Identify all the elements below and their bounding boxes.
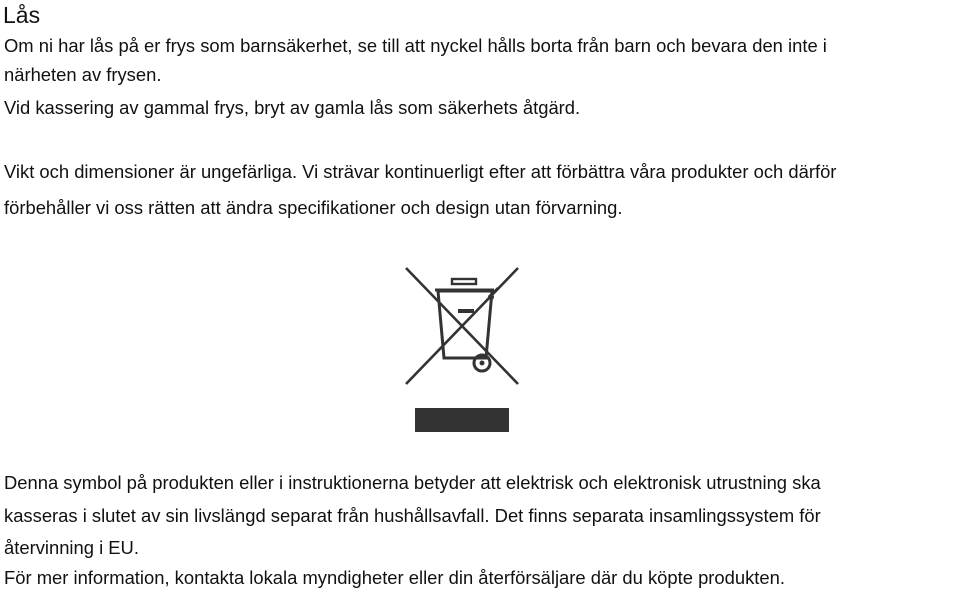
recycling-text-line-1: Denna symbol på produkten eller i instruktionerna betyder att elektrisk och elektronisk utrustning ska — [4, 472, 821, 493]
lock-text-line-1: Om ni har lås på er frys som barnsäkerhet, se till att nyckel hålls borta från barn och bevara den inte i — [4, 35, 827, 56]
section-heading: Lås — [3, 2, 41, 28]
crossed-out-wheeled-bin-icon — [402, 266, 522, 436]
disclaimer-line-1: Vikt och dimensioner är ungefärliga. Vi strävar kontinuerligt efter att förbättra våra produkter och därför — [4, 161, 837, 182]
lock-text-line-3: Vid kassering av gammal frys, bryt av gamla lås som säkerhets åtgärd. — [4, 97, 581, 118]
recycling-text-line-3: återvinning i EU. — [4, 537, 139, 558]
disclaimer-line-2: förbehåller vi oss rätten att ändra specifikationer och design utan förvarning. — [4, 197, 623, 218]
recycling-text-line-2: kasseras i slutet av sin livslängd separat från hushållsavfall. Det finns separata insamlingssystem för — [4, 505, 821, 526]
lock-text-line-2: närheten av frysen. — [4, 64, 162, 85]
recycling-text-line-4: För mer information, kontakta lokala myndigheter eller din återförsäljare där du köpte produkten. — [4, 567, 785, 588]
